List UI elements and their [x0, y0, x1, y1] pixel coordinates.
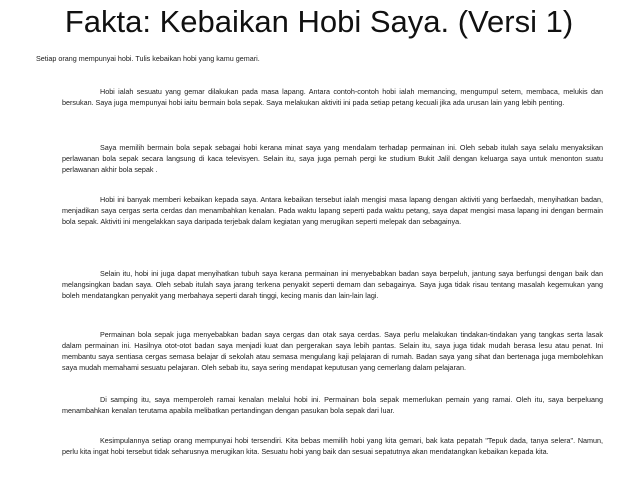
paragraph-intro: Hobi ialah sesuatu yang gemar dilakukan pada masa lapang. Antara contoh-contoh hobi ialah memancing, mengumpul setem, membaca, melukis dan bersukan. Saya juga mempunyai hobi iaitu bermain bola sepak. Saya melakukan aktiviti ini pada setiap petang kecuali jika ada urusan lain yang lebih penting. — [62, 87, 603, 107]
paragraph-benefits: Hobi ini banyak memberi kebaikan kepada saya. Antara kebaikan tersebut ialah mengisi masa lapang dengan aktiviti yang berfaedah, menyihatkan badan, menjadikan saya cergas serta cerdas dan menambahkan kenalan. Pada waktu lapang seperti pada waktu petang, saya dapat mengisi masa lapang ini dengan bermain bola sepak. Aktiviti ini mengelakkan saya daripada terjebak dalam kegiatan yang merugikan seperti melepak dan sebagainya. — [62, 195, 603, 226]
page-title: Fakta: Kebaikan Hobi Saya. (Versi 1) — [64, 4, 574, 39]
paragraph-conclusion: Kesimpulannya setiap orang mempunyai hobi tersendiri. Kita bebas memilih hobi yang kita gemari, bak kata pepatah "Tepuk dada, tanya selera". Namun, perlu kita ingat hobi tersebut tidak seharusnya merugikan kita. Sesuatu hobi yang baik dan sesuai sepatutnya akan mendatangkan kebaikan kepada kita. — [62, 436, 603, 456]
paragraph-reason: Saya memilih bermain bola sepak sebagai hobi kerana minat saya yang mendalam terhadap permainan ini. Oleh sebab itulah saya selalu menyaksikan perlawanan bola sepak secara langsung di kaca televisyen. Selain itu, saya juga pernah pergi ke studium Bukit Jalil dengan keluarga saya untuk menonton suatu perlawanan akhir bola sepak . — [62, 143, 603, 174]
paragraph-health: Selain itu, hobi ini juga dapat menyihatkan tubuh saya kerana permainan ini menyebabkan badan saya berpeluh, jantung saya berfungsi dengan baik dan melangsingkan badan saya. Oleh sebab itulah saya jarang terkena penyakit seperti demam dan sebagainya. Saya juga tidak risau tentang masalah kegemukan yang boleh mendatangkan penyakit yang merbahaya seperti darah tinggi, kecing manis dan lain-lain lagi. — [62, 269, 603, 300]
paragraph-fitness: Permainan bola sepak juga menyebabkan badan saya cergas dan otak saya cerdas. Saya perlu melakukan tindakan-tindakan yang tangkas serta lasak dalam permainan ini. Hasilnya otot-otot badan saya menjadi kuat dan pergerakan saya lebih pantas. Selain itu, saya juga tidak mudah berasa lesu atau penat. Ini membantu saya sentiasa cergas semasa belajar di sekolah atau semasa mengulang kaji pelajaran di rumah. Badan saya yang sihat dan bertenaga juga membolehkan saya mudah memahami sesuatu pelajaran. Oleh sebab itu, saya sering mendapat keputusan yang cemerlang dalam pelajaran. — [62, 330, 603, 372]
intro-instruction: Setiap orang mempunyai hobi. Tulis kebaikan hobi yang kamu gemari. — [36, 54, 260, 63]
paragraph-friends: Di samping itu, saya memperoleh ramai kenalan melalui hobi ini. Permainan bola sepak memerlukan pemain yang ramai. Oleh itu, saya berpeluang menambahkan kenalan terutama apabila melibatkan pertandingan dengan pasukan bola sepak dari luar. — [62, 395, 603, 415]
